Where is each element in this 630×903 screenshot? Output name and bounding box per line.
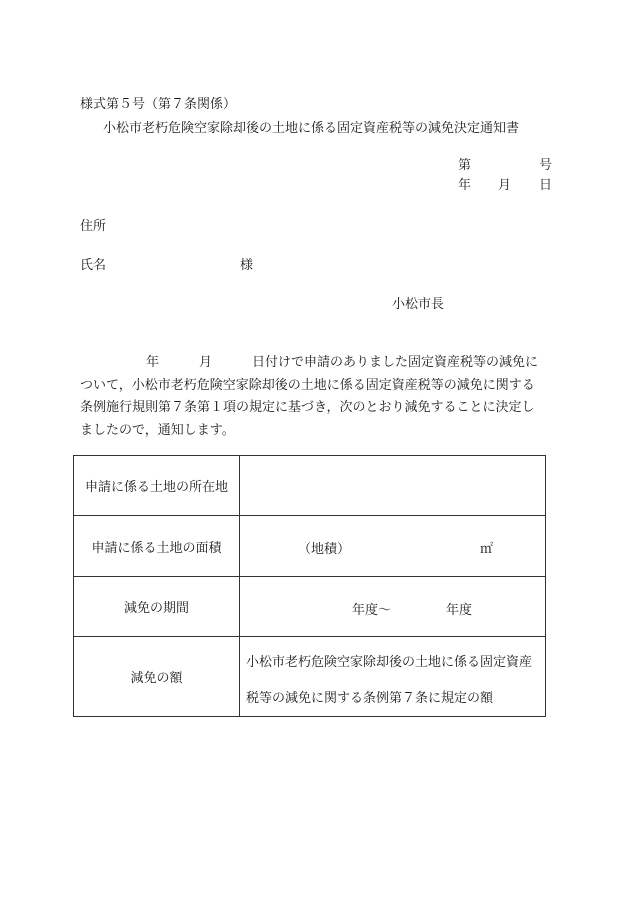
- location-value: [240, 456, 546, 516]
- table-row: [74, 456, 546, 516]
- period-to: 年度: [446, 603, 473, 618]
- body-line-1: [80, 352, 550, 375]
- date-month: 月: [498, 178, 512, 193]
- date-day: 日: [539, 178, 553, 193]
- body-year: 年: [146, 355, 160, 370]
- amount-label: 減免の額: [74, 637, 240, 717]
- amount-value: [240, 637, 546, 717]
- table-row: [74, 577, 546, 637]
- location-label: 申請に係る土地の所在地: [74, 456, 240, 516]
- document-title: 小松市老朽危険空家除却後の土地に係る固定資産税等の減免決定通知書: [103, 121, 520, 136]
- amount-line-2: 税等の減免に関する条例第７条に規定の額: [246, 691, 494, 706]
- body-line-1-text: 日付けで申請のありました固定資産税等の減免に: [252, 355, 539, 370]
- area-unit: ㎡: [480, 542, 494, 557]
- table-row: [74, 516, 546, 577]
- honorific: 様: [240, 258, 254, 273]
- address-label: 住所: [80, 219, 107, 234]
- amount-line-1: 小松市老朽危険空家除却後の土地に係る固定資産: [246, 655, 533, 670]
- body-line-4: ましたので，通知します。: [80, 422, 235, 438]
- period-label: 減免の期間: [74, 577, 240, 637]
- form-number: 様式第５号（第７条関係）: [80, 97, 237, 112]
- date-year: 年: [458, 178, 472, 193]
- doc-number-go: 号: [539, 158, 553, 173]
- period-value: [240, 577, 546, 637]
- area-label: 申請に係る土地の面積: [74, 516, 240, 577]
- area-prefix: （地積）: [298, 542, 351, 557]
- body-month: 月: [199, 355, 213, 370]
- notice-body: [80, 352, 550, 442]
- period-from: 年度～: [352, 603, 392, 618]
- sender-title: 小松市長: [392, 297, 445, 312]
- reduction-table: [73, 455, 546, 717]
- table-row: [74, 637, 546, 717]
- name-label: 氏名: [80, 258, 107, 273]
- body-line-2: ついて，小松市老朽危険空家除却後の土地に係る固定資産税等の減免に関する: [80, 377, 535, 393]
- body-line-3: 条例施行規則第７条第１項の規定に基づき，次のとおり減免することに決定し: [80, 400, 535, 415]
- doc-number-dai: 第: [458, 158, 472, 173]
- area-value: [240, 516, 546, 577]
